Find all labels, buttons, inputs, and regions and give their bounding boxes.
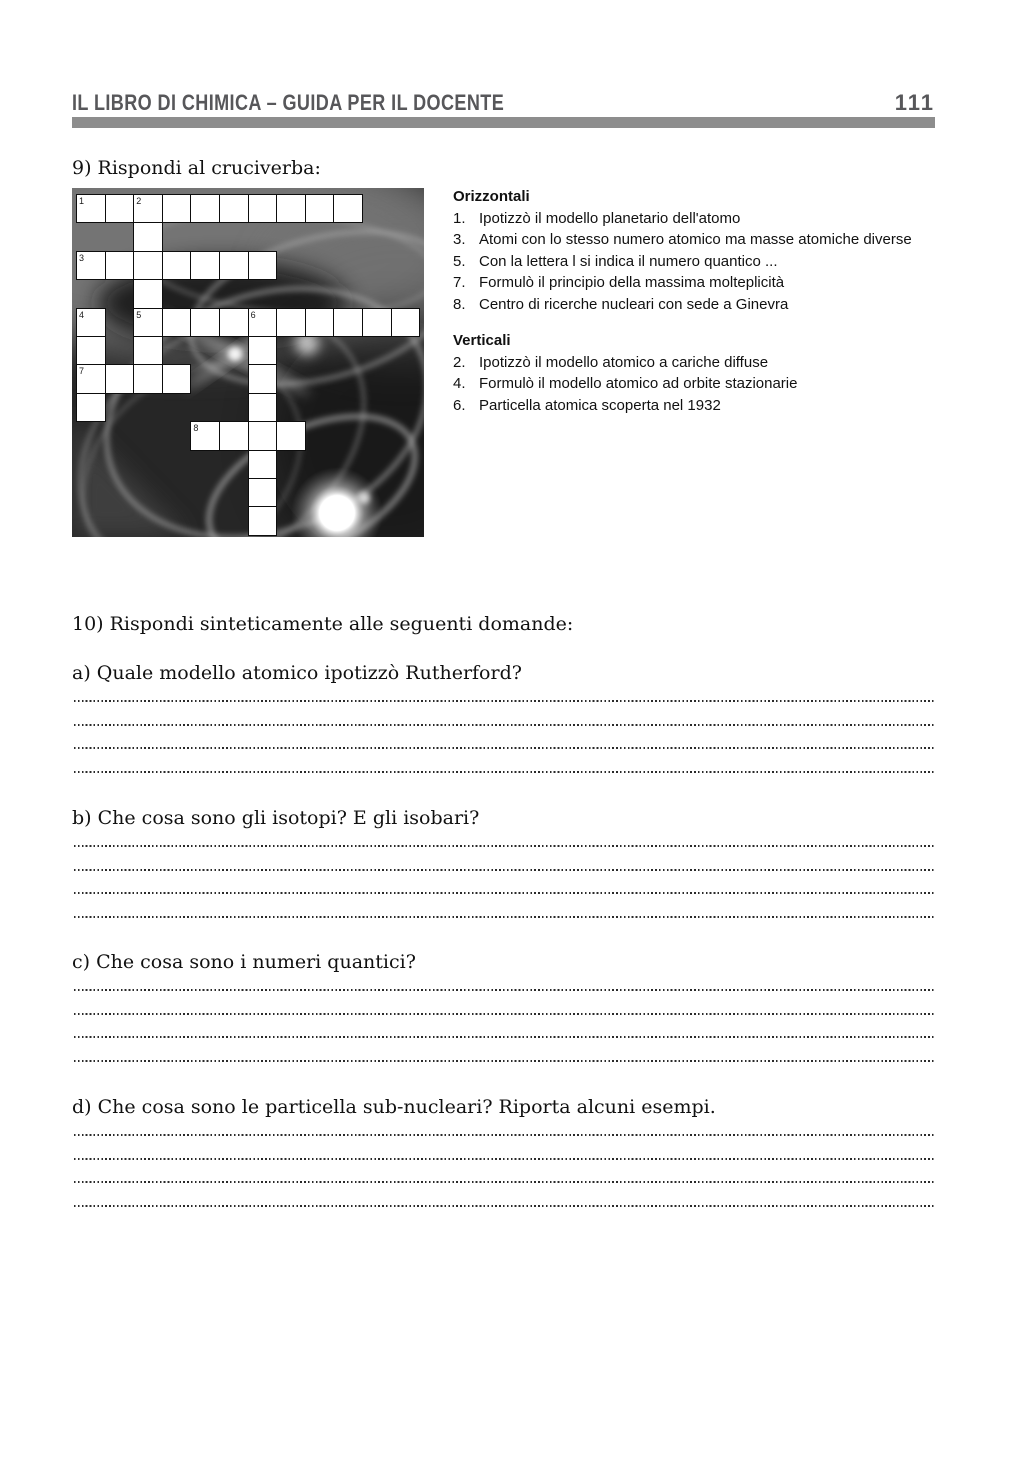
question-group-b (72, 807, 935, 927)
crossword-cell-r3c7 (248, 251, 278, 280)
question-group-d (72, 1096, 935, 1216)
clue-text: Formulò il modello atomico ad orbite stazionarie (479, 375, 798, 392)
across-clue-8 (453, 294, 923, 316)
crossword-cell-r5c1: 4 (76, 308, 106, 337)
clue-number: 3. (453, 231, 466, 248)
crossword-cell-r5c6 (219, 308, 249, 337)
crossword-cell-r9c5: 8 (190, 421, 220, 450)
header-rule-bar (72, 117, 935, 128)
crossword-cell-r11c7 (248, 478, 278, 507)
clue-number: 5. (453, 252, 466, 270)
crossword-cell-r5c11 (362, 308, 392, 337)
crossword-cell-r1c1: 1 (76, 194, 106, 223)
page-title (72, 90, 599, 116)
answer-line (74, 869, 935, 871)
crossword-cell-r1c10 (333, 194, 363, 223)
answer-line (74, 747, 935, 749)
crossword-cell-r5c5 (190, 308, 220, 337)
page-number: 111 (894, 90, 935, 115)
crossword-cell-r5c9 (305, 308, 335, 337)
crossword-cell-r6c3 (133, 336, 163, 365)
section10-heading: 10) Rispondi sinteticamente alle seguenti domande: (72, 613, 574, 635)
down-clues-list (453, 352, 923, 417)
across-clue-1 (453, 208, 923, 230)
clue-number: 1. (453, 209, 466, 227)
crossword-cell-r9c6 (219, 421, 249, 450)
crossword-image (72, 188, 424, 537)
clue-number: 6. (453, 396, 466, 414)
crossword-cell-r5c10 (333, 308, 363, 337)
crossword-cell-r2c3 (133, 222, 163, 251)
question-label: d) Che cosa sono le particella sub-nucleari? Riporta alcuni esempi. (72, 1096, 716, 1118)
crossword-cell-r7c1: 7 (76, 364, 106, 393)
crossword-cell-r3c5 (190, 251, 220, 280)
crossword-cell-r3c4 (162, 251, 192, 280)
answer-line (74, 916, 935, 918)
clue-text: Particella atomica scoperta nel 1932 (479, 396, 721, 414)
question-label: a) Quale modello atomico ipotizzò Rutherford? (72, 662, 522, 684)
answer-line (74, 1013, 935, 1015)
answer-line (74, 892, 935, 894)
clue-number: 4. (453, 375, 466, 392)
answer-line (74, 1060, 935, 1062)
crossword-cell-r1c6 (219, 194, 249, 223)
crossword-cell-r3c6 (219, 251, 249, 280)
crossword-cell-r6c7 (248, 336, 278, 365)
clue-text: Ipotizzò il modello atomico a cariche diffuse (479, 353, 769, 371)
answer-line (74, 1036, 935, 1038)
page-title-text: IL LIBRO DI CHIMICA – GUIDA PER IL DOCENTE (72, 90, 505, 115)
down-clue-6 (453, 395, 923, 417)
crossword-cell-r5c4 (162, 308, 192, 337)
crossword-cell-r7c4 (162, 364, 192, 393)
question-group-a (72, 662, 935, 782)
clue-number: 7. (453, 274, 466, 291)
question-group-c (72, 951, 935, 1071)
crossword-cell-r5c7: 6 (248, 308, 278, 337)
clues-gap (453, 315, 923, 330)
answer-line (74, 771, 935, 773)
crossword-cell-r5c3: 5 (133, 308, 163, 337)
clue-number: 2. (453, 353, 466, 371)
crossword-cell-r1c2 (105, 194, 135, 223)
across-clues-list (453, 208, 923, 316)
question-label: c) Che cosa sono i numeri quantici? (72, 951, 416, 973)
crossword-cell-r5c12 (391, 308, 421, 337)
crossword-cell-r6c1 (76, 336, 106, 365)
down-clue-2 (453, 352, 923, 374)
across-clue-7 (453, 272, 923, 294)
crossword-cell-r7c3 (133, 364, 163, 393)
crossword-cell-r3c3 (133, 251, 163, 280)
crossword-cell-r1c9 (305, 194, 335, 223)
crossword-cell-r9c8 (276, 421, 306, 450)
answer-line (74, 1158, 935, 1160)
answer-line (74, 1205, 935, 1207)
crossword-cell-r5c8 (276, 308, 306, 337)
crossword-cell-r1c5 (190, 194, 220, 223)
crossword-cell-r1c7 (248, 194, 278, 223)
crossword-cell-r7c2 (105, 364, 135, 393)
crossword-cell-r4c3 (133, 279, 163, 308)
across-clue-5 (453, 251, 923, 273)
question-label: b) Che cosa sono gli isotopi? E gli isobari? (72, 807, 480, 829)
answer-line (74, 989, 935, 991)
crossword-cell-r12c7 (248, 506, 278, 535)
crossword-cell-r9c7 (248, 421, 278, 450)
clue-text: Centro di ricerche nucleari con sede a Ginevra (479, 295, 789, 313)
answer-line (74, 845, 935, 847)
crossword-cell-r7c7 (248, 364, 278, 393)
answer-line (74, 1134, 935, 1136)
across-clues-title: Orizzontali (453, 188, 530, 205)
clue-text: Ipotizzò il modello planetario dell'atomo (479, 209, 741, 227)
clue-number: 8. (453, 295, 466, 313)
crossword-clues (453, 186, 923, 416)
crossword-cell-r1c3: 2 (133, 194, 163, 223)
crossword-cell-r8c7 (248, 393, 278, 422)
clue-text: Formulò il principio della massima molteplicità (479, 274, 785, 291)
section9-heading: 9) Rispondi al cruciverba: (72, 157, 321, 179)
crossword-cell-r10c7 (248, 450, 278, 479)
crossword-cell-r3c1: 3 (76, 251, 106, 280)
crossword-cell-r3c2 (105, 251, 135, 280)
down-clue-4 (453, 373, 923, 395)
across-clue-3 (453, 229, 923, 251)
crossword-cell-r1c4 (162, 194, 192, 223)
answer-line (74, 1181, 935, 1183)
answer-line (74, 700, 935, 702)
clue-text: Atomi con lo stesso numero atomico ma masse atomiche diverse (479, 231, 912, 248)
answer-line (74, 724, 935, 726)
crossword-cell-r1c8 (276, 194, 306, 223)
down-clues-title: Verticali (453, 332, 511, 349)
crossword-cell-r8c1 (76, 393, 106, 422)
clue-text: Con la lettera l si indica il numero quantico ... (479, 252, 778, 270)
